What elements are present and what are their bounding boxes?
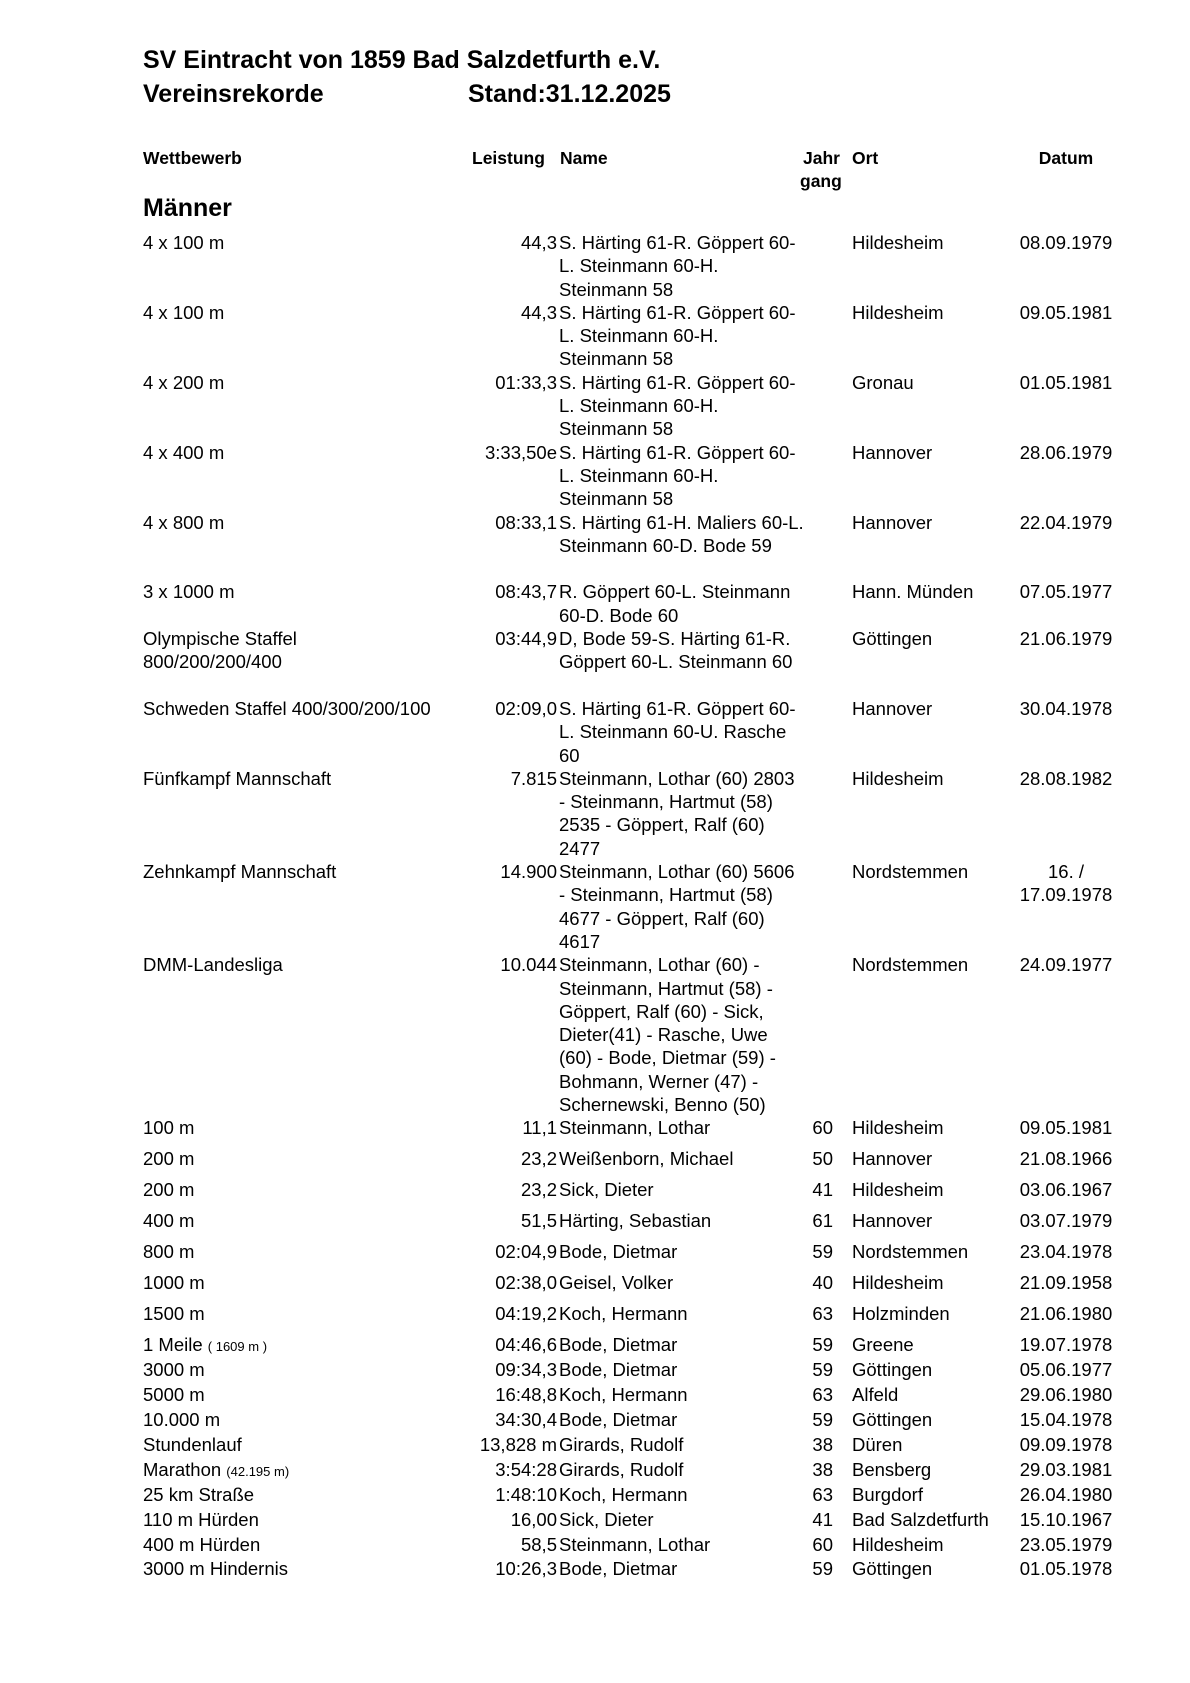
cell-wettbewerb — [143, 953, 433, 976]
cell-wettbewerb — [143, 697, 433, 720]
cell-wettbewerb — [143, 301, 433, 324]
cell-leistung: 10.044 — [500, 954, 557, 976]
cell-ort: Hannover — [852, 441, 933, 463]
stand-date: 31.12.2025 — [545, 80, 671, 108]
cell-ort: Hildesheim — [852, 1272, 944, 1294]
cell-datum: 07.05.1977 — [1019, 581, 1113, 603]
jahrgang-line-2: gang — [800, 171, 842, 191]
wettbewerb-label: 4 x 400 m — [143, 441, 225, 463]
cell-jahrgang: 40 — [812, 1272, 833, 1294]
cell-leistung: 10:26,3 — [495, 1558, 557, 1580]
column-header-ort: Ort — [852, 148, 879, 168]
cell-wettbewerb — [143, 1240, 433, 1263]
wettbewerb-label: 200 m — [143, 1148, 195, 1170]
cell-name: Bode, Dietmar — [559, 1359, 678, 1381]
cell-jahrgang: 41 — [812, 1179, 833, 1201]
wettbewerb-label: 400 m — [143, 1210, 195, 1232]
cell-ort: Nordstemmen — [852, 954, 969, 976]
cell-leistung: 11,1 — [522, 1117, 557, 1139]
table-row — [0, 1383, 1190, 1408]
cell-jahrgang: 38 — [812, 1458, 833, 1480]
cell-name: S. Härting 61-R. Göppert 60-L. Steinmann 60-H. Steinmann 58 — [559, 371, 796, 440]
cell-datum: 29.06.1980 — [1019, 1384, 1113, 1406]
cell-datum: 30.04.1978 — [1019, 697, 1113, 719]
cell-name: Steinmann, Lothar — [559, 1117, 711, 1139]
table-row — [0, 697, 1190, 767]
cell-leistung: 23,2 — [520, 1179, 557, 1201]
wettbewerb-note: ( 1609 m ) — [207, 1339, 268, 1355]
cell-name: S. Härting 61-R. Göppert 60-L. Steinmann 60-H. Steinmann 58 — [559, 441, 796, 510]
table-row — [0, 627, 1190, 697]
table-row — [0, 1533, 1190, 1558]
cell-leistung: 02:38,0 — [495, 1272, 557, 1294]
records-table — [0, 231, 1190, 1582]
wettbewerb-label: 25 km Straße — [143, 1483, 255, 1505]
stand-line — [468, 79, 671, 109]
cell-leistung: 02:04,9 — [495, 1241, 557, 1263]
cell-datum: 28.08.1982 — [1019, 767, 1113, 789]
cell-jahrgang: 59 — [812, 1334, 833, 1356]
jahrgang-line-1: Jahr — [803, 148, 840, 168]
cell-name: S. Härting 61-R. Göppert 60-L. Steinmann 60-H. Steinmann 58 — [559, 301, 796, 370]
table-row — [0, 1483, 1190, 1508]
table-row — [0, 231, 1190, 301]
stand-label: Stand: — [468, 80, 546, 108]
cell-ort: Hannover — [852, 511, 933, 533]
cell-leistung: 3:33,50e — [484, 441, 557, 463]
cell-leistung: 16,00 — [510, 1508, 557, 1530]
cell-ort: Göttingen — [852, 1408, 933, 1430]
cell-name: Sick, Dieter — [559, 1508, 654, 1530]
cell-name: Geisel, Volker — [559, 1272, 674, 1294]
wettbewerb-label: 3 x 1000 m — [143, 581, 235, 603]
cell-name: Koch, Hermann — [559, 1303, 688, 1325]
cell-name: Steinmann, Lothar (60) 2803 - Steinmann, Hartmut (58) 2535 - Göppert, Ralf (60) 2477 — [559, 767, 795, 859]
wettbewerb-label: 3000 m — [143, 1359, 205, 1381]
cell-name: Steinmann, Lothar (60) 5606 - Steinmann, Hartmut (58) 4677 - Göppert, Ralf (60) 4617 — [559, 861, 795, 952]
cell-datum: 03.06.1967 — [1019, 1179, 1113, 1201]
cell-jahrgang: 50 — [812, 1148, 833, 1170]
document-subtitle — [143, 79, 671, 109]
cell-leistung: 09:34,3 — [495, 1359, 557, 1381]
table-row — [0, 1240, 1190, 1271]
table-row — [0, 1116, 1190, 1147]
cell-ort: Hildesheim — [852, 301, 944, 323]
cell-wettbewerb — [143, 1557, 433, 1580]
wettbewerb-label: 4 x 200 m — [143, 371, 225, 393]
cell-datum: 26.04.1980 — [1019, 1483, 1113, 1505]
cell-datum: 05.06.1977 — [1019, 1359, 1113, 1381]
cell-datum: 19.07.1978 — [1019, 1334, 1113, 1356]
cell-name: Koch, Hermann — [559, 1483, 688, 1505]
cell-wettbewerb — [143, 1533, 433, 1556]
cell-datum: 15.04.1978 — [1019, 1408, 1113, 1430]
table-row — [0, 1557, 1190, 1582]
cell-datum: 24.09.1977 — [1019, 954, 1113, 976]
cell-leistung: 7.815 — [510, 767, 557, 789]
cell-wettbewerb — [143, 1483, 433, 1506]
cell-leistung: 51,5 — [520, 1210, 557, 1232]
cell-leistung: 44,3 — [520, 232, 557, 253]
cell-wettbewerb — [143, 1147, 433, 1170]
cell-wettbewerb — [143, 1116, 433, 1139]
cell-ort: Greene — [852, 1334, 914, 1356]
cell-ort: Burgdorf — [852, 1483, 923, 1505]
cell-wettbewerb — [143, 371, 433, 394]
cell-wettbewerb — [143, 1408, 433, 1431]
cell-ort: Hannover — [852, 1148, 933, 1170]
cell-jahrgang: 63 — [812, 1303, 833, 1325]
cell-ort: Holzminden — [852, 1303, 950, 1325]
wettbewerb-label: Fünfkampf Mannschaft — [143, 767, 332, 789]
table-row — [0, 1302, 1190, 1333]
wettbewerb-label: 5000 m — [143, 1384, 205, 1406]
table-row — [0, 1209, 1190, 1240]
wettbewerb-label: Zehnkampf Mannschaft — [143, 861, 337, 883]
cell-jahrgang: 38 — [812, 1433, 833, 1455]
table-row — [0, 1433, 1190, 1458]
cell-ort: Göttingen — [852, 628, 933, 650]
cell-name: S. Härting 61-R. Göppert 60-L. Steinmann 60-U. Rasche 60 — [559, 697, 796, 766]
table-row — [0, 1508, 1190, 1533]
cell-jahrgang: 63 — [812, 1384, 833, 1406]
cell-datum: 09.09.1978 — [1019, 1433, 1113, 1455]
cell-wettbewerb — [143, 1333, 433, 1358]
cell-datum: 01.05.1978 — [1019, 1558, 1113, 1580]
table-row — [0, 860, 1190, 953]
column-header-wettbewerb: Wettbewerb — [143, 148, 242, 168]
cell-leistung: 02:09,0 — [495, 697, 557, 719]
cell-wettbewerb — [143, 1271, 433, 1294]
cell-datum: 09.05.1981 — [1019, 301, 1113, 323]
cell-wettbewerb — [143, 1302, 433, 1325]
cell-name: Koch, Hermann — [559, 1384, 688, 1406]
cell-jahrgang: 63 — [812, 1483, 833, 1505]
cell-wettbewerb — [143, 1433, 433, 1456]
cell-leistung: 3:54:28 — [495, 1458, 557, 1480]
cell-datum: 16. / 17.09.1978 — [1019, 861, 1113, 906]
cell-leistung: 23,2 — [520, 1148, 557, 1170]
cell-leistung: 04:19,2 — [495, 1303, 557, 1325]
cell-name: Weißenborn, Michael — [559, 1148, 734, 1170]
wettbewerb-label: 10.000 m — [143, 1408, 221, 1430]
cell-ort: Hildesheim — [852, 767, 944, 789]
cell-ort: Alfeld — [852, 1384, 899, 1406]
table-row — [0, 1408, 1190, 1433]
wettbewerb-label: 1 Meile — [143, 1334, 203, 1356]
cell-datum: 15.10.1967 — [1019, 1508, 1113, 1530]
table-row — [0, 441, 1190, 511]
cell-jahrgang: 60 — [812, 1533, 833, 1555]
cell-jahrgang: 60 — [812, 1117, 833, 1139]
wettbewerb-label: 100 m — [143, 1117, 195, 1139]
cell-ort: Hildesheim — [852, 232, 944, 253]
wettbewerb-label: Olympische Staffel 800/200/200/400 — [143, 628, 297, 673]
cell-leistung: 44,3 — [520, 301, 557, 323]
wettbewerb-label: Schweden Staffel 400/300/200/100 — [143, 697, 431, 719]
cell-jahrgang: 41 — [812, 1508, 833, 1530]
club-title: SV Eintracht von 1859 Bad Salzdetfurth e.V. — [143, 46, 661, 74]
cell-ort: Düren — [852, 1433, 903, 1455]
column-header-datum: Datum — [1038, 148, 1094, 168]
cell-datum: 21.06.1980 — [1019, 1303, 1113, 1325]
wettbewerb-label: Stundenlauf — [143, 1433, 242, 1455]
wettbewerb-label: DMM-Landesliga — [143, 954, 283, 976]
cell-ort: Bad Salzdetfurth — [852, 1508, 989, 1530]
table-row — [0, 1358, 1190, 1383]
table-row — [0, 371, 1190, 441]
column-header-name: Name — [560, 148, 608, 168]
cell-ort: Hildesheim — [852, 1179, 944, 1201]
table-row — [0, 1458, 1190, 1483]
cell-leistung: 13,828 m — [479, 1433, 557, 1455]
table-row — [0, 580, 1190, 627]
wettbewerb-label: 200 m — [143, 1179, 195, 1201]
cell-datum: 23.05.1979 — [1019, 1533, 1113, 1555]
cell-datum: 01.05.1981 — [1019, 371, 1113, 393]
table-row — [0, 767, 1190, 860]
cell-name: Bode, Dietmar — [559, 1558, 678, 1580]
wettbewerb-label: 110 m Hürden — [143, 1508, 259, 1530]
wettbewerb-label: 4 x 100 m — [143, 301, 225, 323]
cell-jahrgang: 59 — [812, 1558, 833, 1580]
cell-name: Girards, Rudolf — [559, 1433, 684, 1455]
cell-datum: 22.04.1979 — [1019, 511, 1113, 533]
cell-jahrgang: 59 — [812, 1241, 833, 1263]
cell-name: Bode, Dietmar — [559, 1334, 678, 1356]
table-row — [0, 1178, 1190, 1209]
cell-wettbewerb — [143, 860, 433, 883]
cell-leistung: 58,5 — [520, 1533, 557, 1555]
cell-wettbewerb — [143, 1508, 433, 1531]
wettbewerb-label: 1000 m — [143, 1272, 205, 1294]
wettbewerb-label: 1500 m — [143, 1303, 205, 1325]
cell-wettbewerb — [143, 231, 433, 254]
cell-ort: Nordstemmen — [852, 1241, 969, 1263]
cell-jahrgang: 59 — [812, 1359, 833, 1381]
table-row — [0, 1271, 1190, 1302]
column-header-jahrgang — [800, 147, 842, 193]
cell-ort: Hannover — [852, 697, 933, 719]
cell-leistung: 14.900 — [500, 861, 557, 883]
table-row — [0, 511, 1190, 581]
wettbewerb-label: 3000 m Hindernis — [143, 1558, 288, 1580]
wettbewerb-label: 800 m — [143, 1241, 195, 1263]
cell-name: Bode, Dietmar — [559, 1408, 678, 1430]
cell-name: S. Härting 61-H. Maliers 60-L. Steinmann 60-D. Bode 59 — [559, 511, 804, 556]
wettbewerb-note: (42.195 m) — [226, 1463, 290, 1479]
cell-leistung: 08:33,1 — [495, 511, 557, 533]
cell-wettbewerb — [143, 1358, 433, 1381]
cell-datum: 03.07.1979 — [1019, 1210, 1113, 1232]
wettbewerb-label: 4 x 100 m — [143, 232, 225, 253]
cell-datum: 28.06.1979 — [1019, 441, 1113, 463]
cell-ort: Hildesheim — [852, 1533, 944, 1555]
cell-leistung: 1:48:10 — [495, 1483, 557, 1505]
cell-name: D, Bode 59-S. Härting 61-R. Göppert 60-L. Steinmann 60 — [559, 628, 793, 673]
cell-name: S. Härting 61-R. Göppert 60-L. Steinmann 60-H. Steinmann 58 — [559, 232, 796, 300]
cell-datum: 23.04.1978 — [1019, 1241, 1113, 1263]
cell-ort: Nordstemmen — [852, 861, 969, 883]
cell-wettbewerb — [143, 580, 433, 603]
cell-wettbewerb — [143, 767, 433, 790]
cell-jahrgang: 61 — [812, 1210, 833, 1232]
cell-name: R. Göppert 60-L. Steinmann 60-D. Bode 60 — [559, 581, 791, 626]
section-heading-maenner: Männer — [143, 194, 232, 222]
cell-leistung: 16:48,8 — [495, 1384, 557, 1406]
cell-ort: Göttingen — [852, 1359, 933, 1381]
cell-datum: 29.03.1981 — [1019, 1458, 1113, 1480]
table-row — [0, 1147, 1190, 1178]
cell-ort: Hann. Münden — [852, 581, 974, 603]
cell-ort: Gronau — [852, 371, 914, 393]
cell-wettbewerb — [143, 1458, 433, 1483]
column-header-leistung: Leistung — [472, 148, 545, 168]
cell-leistung: 03:44,9 — [495, 628, 557, 650]
cell-ort: Bensberg — [852, 1458, 932, 1480]
cell-name: Steinmann, Lothar (60) - Steinmann, Hartmut (58) - Göppert, Ralf (60) - Sick, Dieter(41) - Rasche, Uwe (60) - Bode, Dietmar (59) - Bohmann, Werner (47) - Schernewski, Benno (50) — [559, 954, 776, 1115]
cell-name: Girards, Rudolf — [559, 1458, 684, 1480]
subtitle-label: Vereinsrekorde — [143, 80, 324, 108]
cell-leistung: 34:30,4 — [495, 1408, 557, 1430]
table-row — [0, 1333, 1190, 1358]
cell-name: Sick, Dieter — [559, 1179, 654, 1201]
cell-wettbewerb — [143, 627, 433, 674]
cell-name: Bode, Dietmar — [559, 1241, 678, 1263]
cell-wettbewerb — [143, 511, 433, 534]
cell-name: Steinmann, Lothar — [559, 1533, 711, 1555]
cell-wettbewerb — [143, 1209, 433, 1232]
wettbewerb-label: 400 m Hürden — [143, 1533, 261, 1555]
table-row — [0, 301, 1190, 371]
table-row — [0, 953, 1190, 1116]
cell-datum: 21.08.1966 — [1019, 1148, 1113, 1170]
cell-name: Härting, Sebastian — [559, 1210, 712, 1232]
cell-ort: Hildesheim — [852, 1117, 944, 1139]
cell-datum: 21.06.1979 — [1019, 628, 1113, 650]
cell-leistung: 04:46,6 — [495, 1334, 557, 1356]
wettbewerb-label: 4 x 800 m — [143, 511, 225, 533]
cell-datum: 09.05.1981 — [1019, 1117, 1113, 1139]
cell-leistung: 08:43,7 — [495, 581, 557, 603]
cell-ort: Göttingen — [852, 1558, 933, 1580]
cell-jahrgang: 59 — [812, 1408, 833, 1430]
wettbewerb-label: Marathon — [143, 1458, 222, 1480]
cell-datum: 08.09.1979 — [1019, 232, 1113, 253]
cell-datum: 21.09.1958 — [1019, 1272, 1113, 1294]
cell-leistung: 01:33,3 — [495, 371, 557, 393]
cell-wettbewerb — [143, 441, 433, 464]
cell-wettbewerb — [143, 1178, 433, 1201]
cell-ort: Hannover — [852, 1210, 933, 1232]
cell-wettbewerb — [143, 1383, 433, 1406]
